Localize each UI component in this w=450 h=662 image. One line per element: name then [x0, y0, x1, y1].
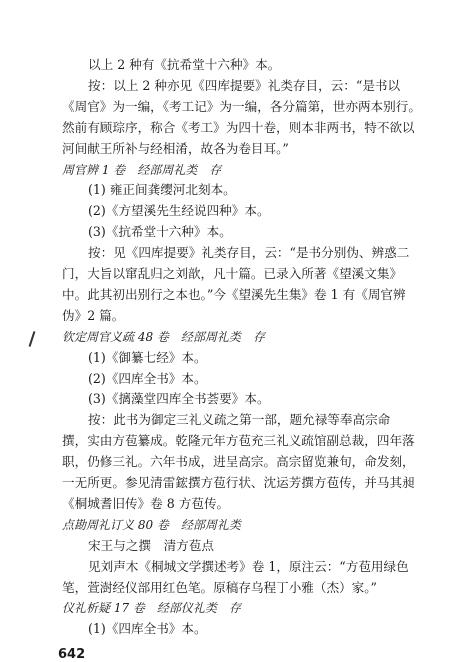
entry-heading-yilixiyi: 仪礼析疑 17 卷 经部仪礼类 存 [62, 601, 241, 616]
text-line-2: 按：以上 2 种亦见《四库提要》礼类存目，云：“是书以 [88, 77, 401, 93]
text-line-26: 笔，萱澍经仪部用红色笔。原稿存乌程丁小雅（杰）家。” [62, 579, 377, 595]
edition-item: (1) 雍正间龚缨河北刻本。 [88, 182, 236, 198]
text-line-5: 河间献王所补与经相淆，故各为卷目耳。” [62, 140, 289, 156]
text-line-21: 一无所更。参见清雷鋐撰方苞行状、沈运芳撰方苞传，并马其昶 [62, 475, 415, 490]
edition-item: (2)《方望溪先生经说四种》本。 [88, 203, 270, 219]
text-line-18: 按：此书为御定三礼义疏之第一部，题允禄等奉高宗命 [88, 412, 391, 428]
text-line-1: 以上 2 种有《抗希堂十六种》本。 [88, 57, 281, 72]
edition-item: (2)《四库全书》本。 [88, 370, 207, 386]
text-line-12: 中。此其初出别行之本也。”今《望溪先生集》卷 1 有《周官辨 [62, 286, 406, 302]
margin-pencil-mark [29, 331, 36, 347]
text-line-11: 门，大旨以窜乱归之刘歆，凡十篇。已录入所著《望溪文集》 [62, 266, 403, 281]
text-line-4: 然前有顾琮序，称合《考工》为四十卷，则本非两书，特不欲以 [62, 119, 415, 135]
edition-item: (1)《四库全书》本。 [88, 621, 207, 637]
edition-item: (1)《御纂七经》本。 [88, 349, 207, 365]
page-number: 642 [58, 647, 86, 662]
text-line-22: 《桐城耆旧传》卷 8 方苞传。 [62, 495, 230, 511]
text-line-25: 见刘声木《桐城文学撰述考》卷 1，原注云：“方苞用绿色 [88, 558, 409, 574]
text-line-13: 伪》2 篇。 [62, 307, 125, 323]
text-line-20: 职，仍修三礼。六年书成，进呈高宗。高宗留览兼旬，命发刻， [62, 454, 415, 470]
text-line-19: 撰，实由方苞纂成。乾隆元年方苞充三礼义疏馆副总裁，四年落 [62, 433, 415, 449]
entry-heading-diankan: 点勘周礼订义 80 卷 经部周礼类 [62, 517, 241, 532]
edition-item: (3)《抗希堂十六种》本。 [88, 224, 232, 240]
edition-item: (3)《摛藻堂四库全书荟要》本。 [88, 391, 270, 407]
text-line-10: 按：见《四库提要》礼类存目，云：“是书分别伪、辨惑二 [88, 245, 410, 261]
entry-heading-yishu: 钦定周官义疏 48 卷 经部周礼类 存 [62, 329, 265, 344]
entry-heading-zhouguanbian: 周官辨 1 卷 经部周礼类 存 [62, 162, 222, 177]
text-line-3: 《周官》为一编，《考工记》为一编，各分篇第，世亦两本别行。 [62, 98, 421, 114]
author-line: 宋王与之撰 清方苞点 [88, 537, 214, 553]
